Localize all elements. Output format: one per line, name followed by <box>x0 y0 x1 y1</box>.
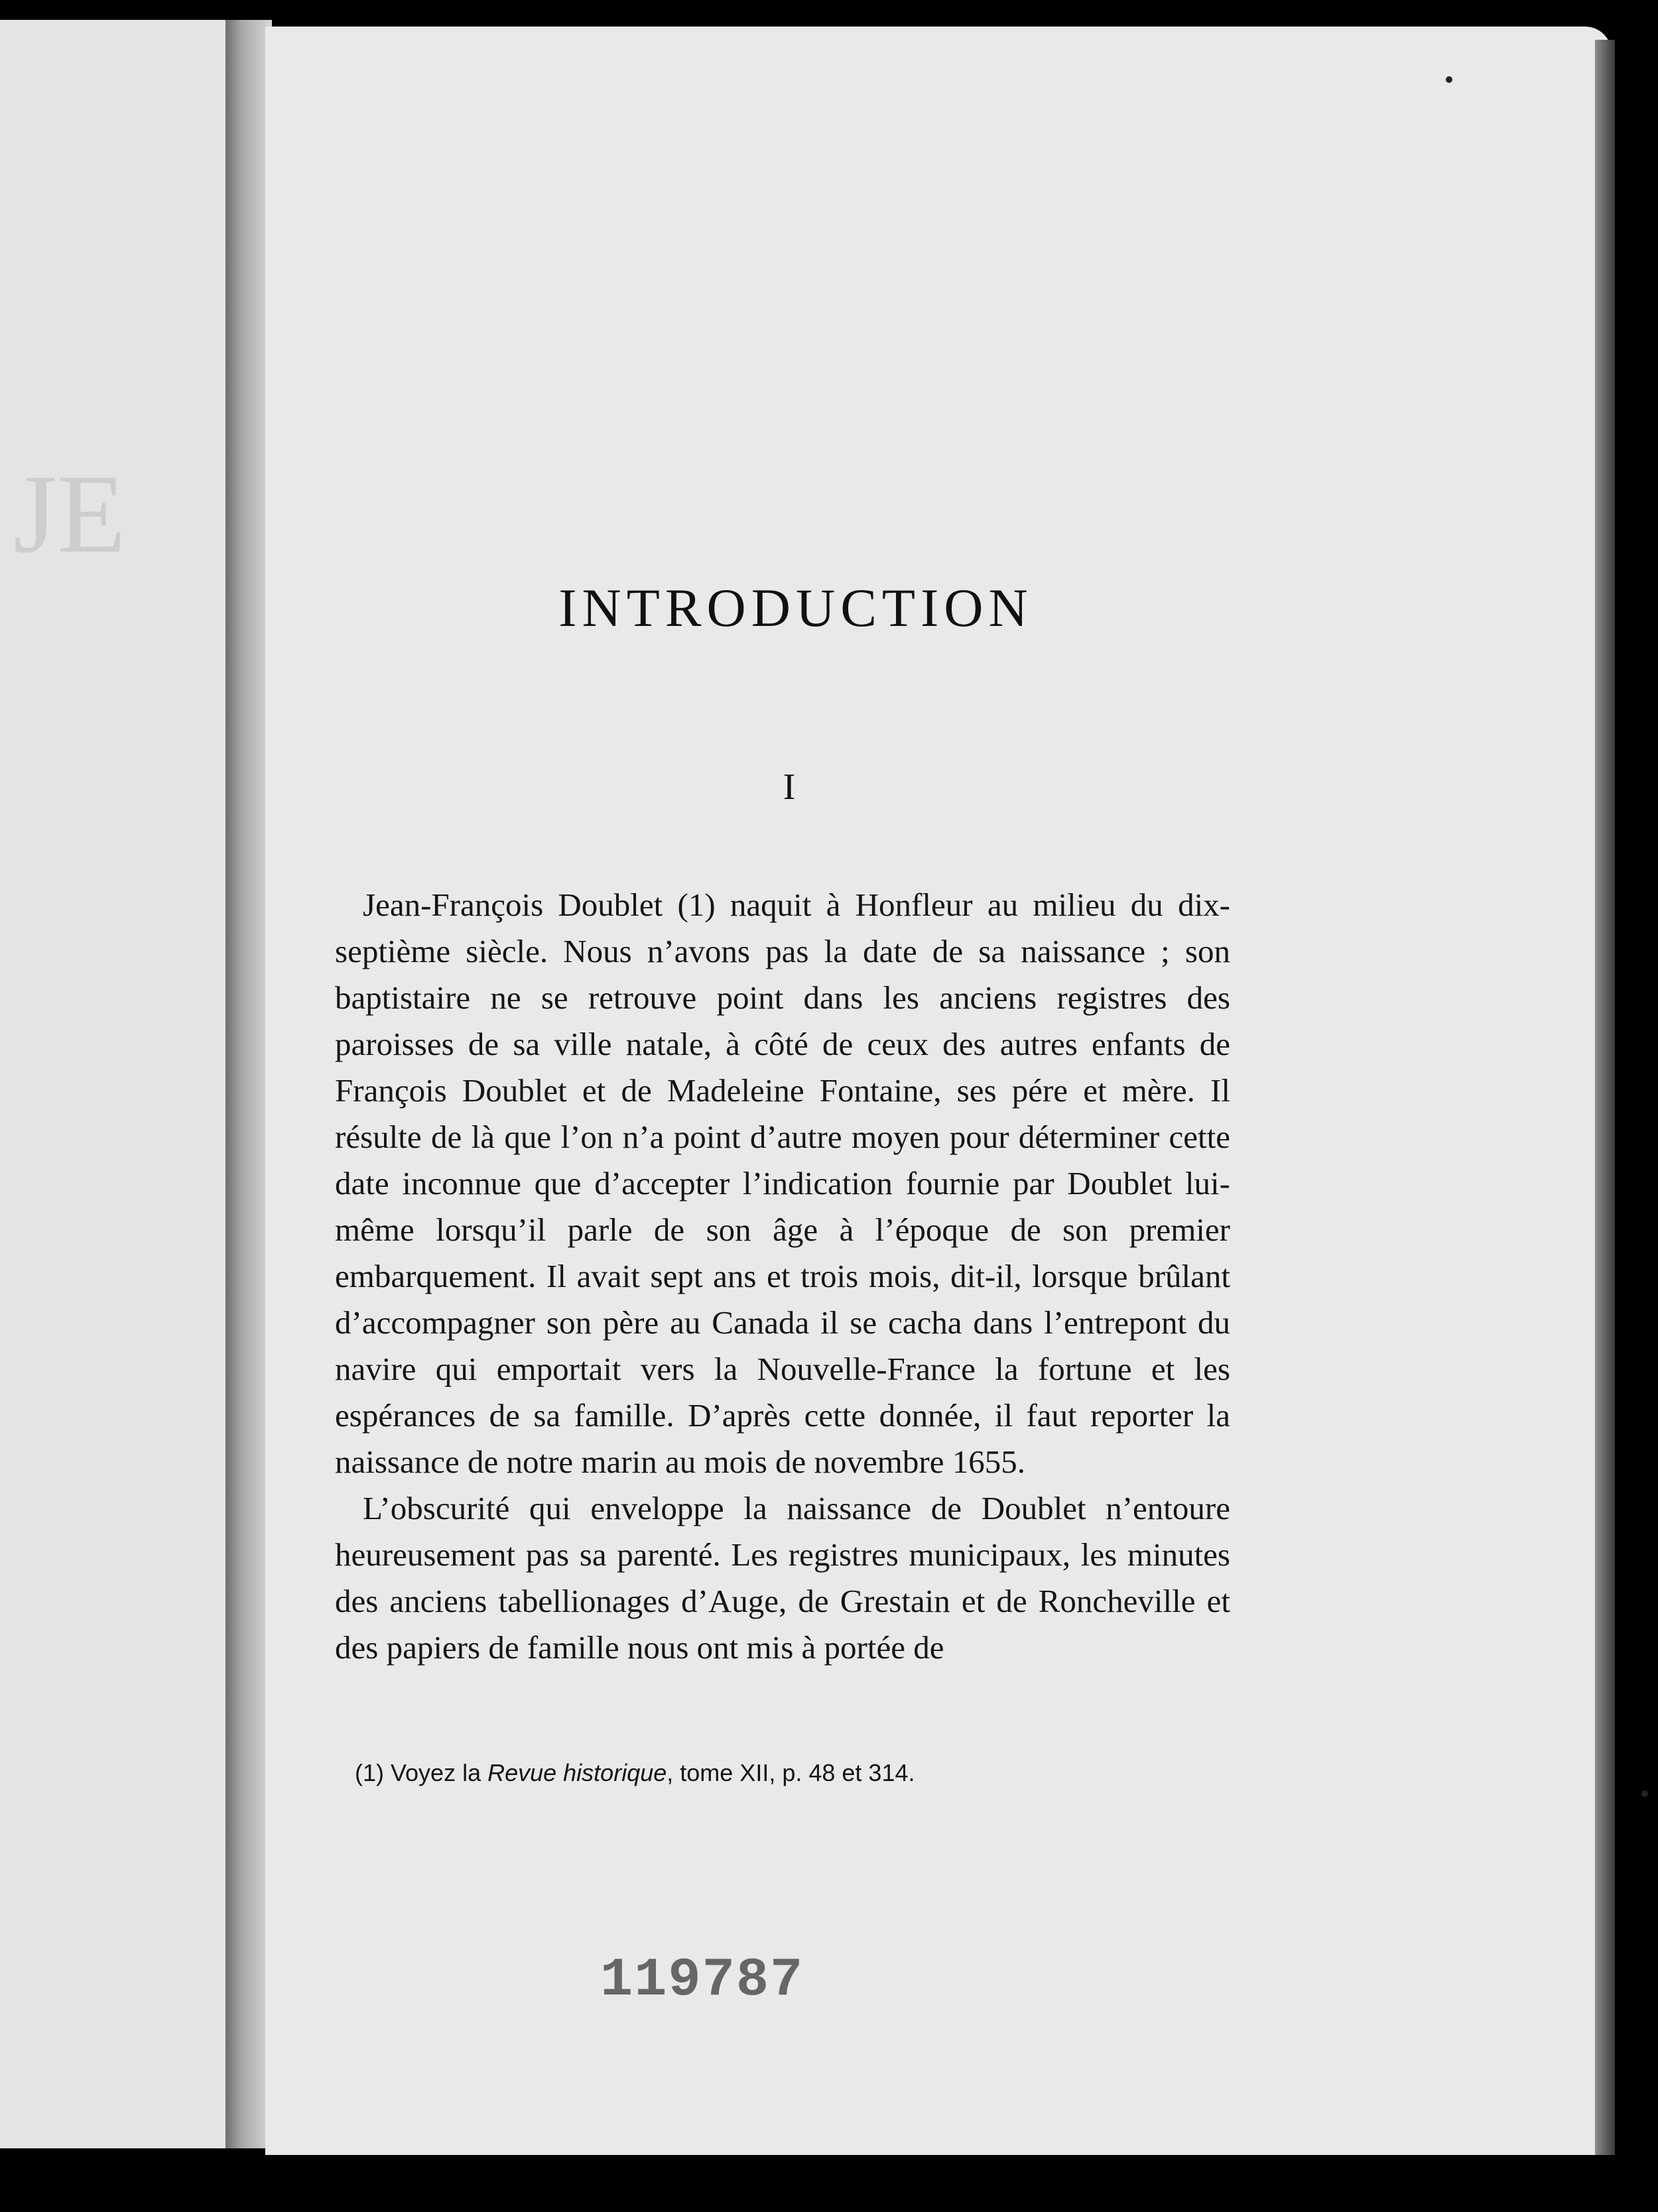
paragraph: Jean-François Doublet (1) naquit à Honfleur au milieu du dix-septième siècle. Nous n’avons pas la date de sa naissance ; son baptistaire ne se retrouve point dans les anciens registres des paroisses de sa ville natale, à côté de ceux des autres enfants de François Doublet et de Madeleine Fontaine, ses pére et mère. Il résulte de là que l’on n’a point d’autre moyen pour déterminer cette date inconnue que d’accepter l’indication fournie par Doublet lui-même lorsqu’il parle de son âge à l’époque de son premier embarquement. Il avait sept ans et trois mois, dit-il, lorsque brûlant d’accompagner son père au Canada il se cacha dans l’entrepont du navire qui emportait vers la Nouvelle-France la fortune et les espérances de sa famille. D’après cette donnée, il faut reporter la naissance de notre marin au mois de novembre 1655. <box>335 887 1230 1480</box>
page-edge-shadow <box>1595 40 1615 2155</box>
bleed-through-text: JE <box>13 452 126 576</box>
footnote-title: Revue historique <box>487 1759 667 1786</box>
footnote <box>355 1759 1230 1787</box>
inventory-stamp: 119787 <box>600 1949 804 2011</box>
footnote-rest: , tome XII, p. 48 et 314. <box>667 1759 915 1786</box>
dust-speck <box>1446 76 1452 83</box>
section-number: I <box>783 767 796 808</box>
chapter-heading: INTRODUCTION <box>558 578 1033 638</box>
paragraph: L’obscurité qui enveloppe la naissance de Doublet n’entoure heureusement pas sa parenté. Les registres municipaux, les minutes des anciens tabellionages d’Auge, de Grestain et de Roncheville et des papiers de famille nous ont mis à portée de <box>335 1490 1230 1666</box>
previous-page <box>0 20 232 2148</box>
body-text <box>335 882 1230 1671</box>
footnote-marker: (1) Voyez la <box>355 1759 488 1786</box>
dust-speck <box>1641 1790 1648 1797</box>
